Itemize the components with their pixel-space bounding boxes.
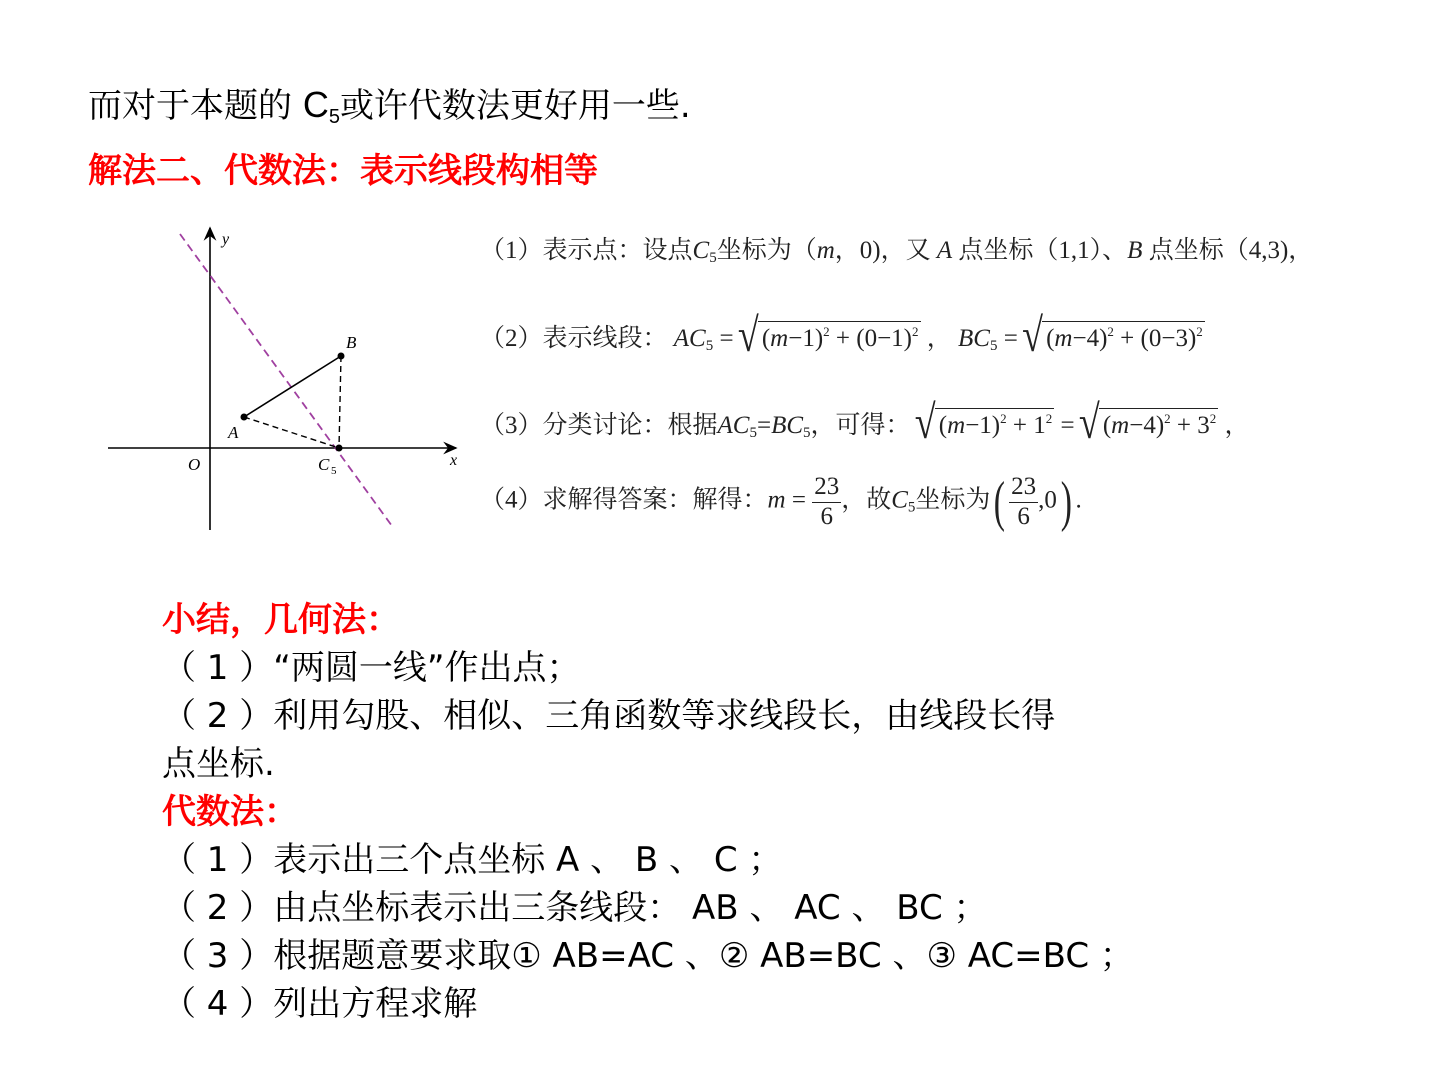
step1-a-coord: 点坐标（1,1）、 — [958, 237, 1128, 264]
step4-den: 6 — [820, 502, 833, 530]
step3-prefix: （3）分类讨论：根据 — [480, 412, 718, 439]
step-4: （4）求解得答案：解得：m = $\frac{23}{6}$ ，故$C_5$坐标为( $\frac{23}{6}$ ,0) . — [480, 471, 1082, 533]
step2-ac-sub: 5 — [705, 338, 714, 354]
step4-c-sub: 5 — [907, 499, 916, 516]
step1-mid: 坐标为（ — [716, 237, 817, 264]
geo-step-2-cont: 点坐标. — [162, 744, 275, 784]
step4-m: m — [767, 486, 786, 514]
step4-num-2: 23 — [1009, 473, 1038, 503]
point-a-dot — [241, 414, 248, 421]
point-b-label: B — [346, 333, 357, 352]
step1-b-coord: 点坐标（4,3)， — [1148, 237, 1314, 264]
intro-text-before: 而对于本题的 — [88, 86, 303, 126]
step3-bc-sub: 5 — [803, 425, 811, 441]
point-c-label: C — [318, 455, 330, 474]
step4-coord: 坐标为 — [915, 486, 991, 514]
step2-sqrt-bc: √ $(m-4)^2 + (0-3)^2$ — [1042, 321, 1205, 353]
step-1 — [480, 230, 1313, 267]
alg-step-1: （ 1 ）表示出三个点坐标 A 、 B 、 C ； — [162, 840, 783, 880]
step2-sqrt-ac: √ $(m-1)^2 + (0-1)^2$ — [758, 321, 921, 353]
point-c-sub-label: 5 — [331, 465, 337, 477]
step3-ac: AC — [717, 412, 750, 439]
y-axis-label: y — [222, 231, 230, 248]
step4-rparen: ) — [1060, 471, 1072, 533]
step1-tail: ，0)，又 — [834, 237, 931, 264]
point-a-label: A — [228, 423, 239, 442]
step3-sqrt-right: √ $(m-4)^2 + 3^2$ — [1099, 408, 1218, 440]
origin-label: O — [188, 455, 201, 474]
intro-c: C — [302, 84, 329, 125]
step3-mid: ，可得： — [810, 412, 911, 439]
step4-mid: ，故 — [841, 486, 892, 514]
perpendicular-bisector — [180, 234, 392, 526]
step4-fraction-2 — [1009, 473, 1038, 532]
intro-c-sub: 5 — [328, 106, 340, 128]
geo-step-1: （ 1 ）“两圆一线”作出点； — [162, 648, 581, 688]
step3-ac-sub: 5 — [749, 425, 757, 441]
point-b-dot — [338, 353, 345, 360]
step4-fraction — [812, 473, 841, 532]
step4-lparen: ( — [994, 471, 1006, 533]
step2-bc: BC — [958, 325, 990, 352]
segment-ab — [244, 356, 341, 417]
step2-prefix: （2）表示线段： — [480, 325, 668, 352]
step-3: （3）分类讨论：根据$AC_5=BC_5$，可得： √ $(m-1)^2 + 1^2$ = √ $(m-4)^2 + 3^2$ ， — [480, 405, 1250, 442]
x-axis-label: x — [450, 452, 458, 469]
alg-step-2: （ 2 ）由点坐标表示出三条线段： AB 、 AC 、 BC ； — [162, 888, 988, 928]
step3-bc: BC — [771, 412, 804, 439]
alg-title: 代数法： — [162, 792, 298, 832]
step1-m: m — [816, 237, 835, 264]
step1-c-sub: 5 — [709, 250, 717, 266]
intro-line — [88, 78, 691, 129]
step-2: （2）表示线段： $AC_5$ = √ $(m-1)^2 + (0-1)^2$ ， $BC_5$ = √ $(m-4)^2 + (0-3)^2$ — [480, 318, 1205, 355]
step1-a: A — [936, 237, 953, 264]
summary-title: 小结，几何法： — [162, 600, 400, 640]
step2-ac: AC — [673, 325, 706, 352]
step2-bc-sub: 5 — [989, 338, 998, 354]
geo-step-2: （ 2 ）利用勾股、相似、三角函数等求线段长，由线段长得 — [162, 696, 1056, 736]
point-c5-dot — [336, 445, 343, 452]
coordinate-graph — [100, 220, 470, 540]
step1-prefix: （1）表示点：设点 — [480, 237, 693, 264]
step4-c: C — [891, 486, 908, 514]
alg-step-4: （ 4 ）列出方程求解 — [162, 984, 478, 1024]
segment-bc5 — [339, 356, 341, 448]
step4-prefix: （4）求解得答案：解得： — [480, 486, 768, 514]
step3-sqrt-left: √ $(m-1)^2 + 1^2$ — [935, 408, 1054, 440]
alg-step-3: （ 3 ）根据题意要求取① AB=AC 、② AB=BC 、③ AC=BC ； — [162, 936, 1134, 976]
intro-text-after: 或许代数法更好用一些. — [339, 86, 691, 126]
method2-heading: 解法二、代数法：表示线段构相等 — [88, 151, 598, 191]
step1-b: B — [1127, 237, 1143, 264]
segment-ac5 — [244, 417, 339, 448]
step4-den-2: 6 — [1017, 502, 1030, 530]
step4-num: 23 — [812, 473, 841, 503]
step1-c: C — [692, 237, 710, 264]
